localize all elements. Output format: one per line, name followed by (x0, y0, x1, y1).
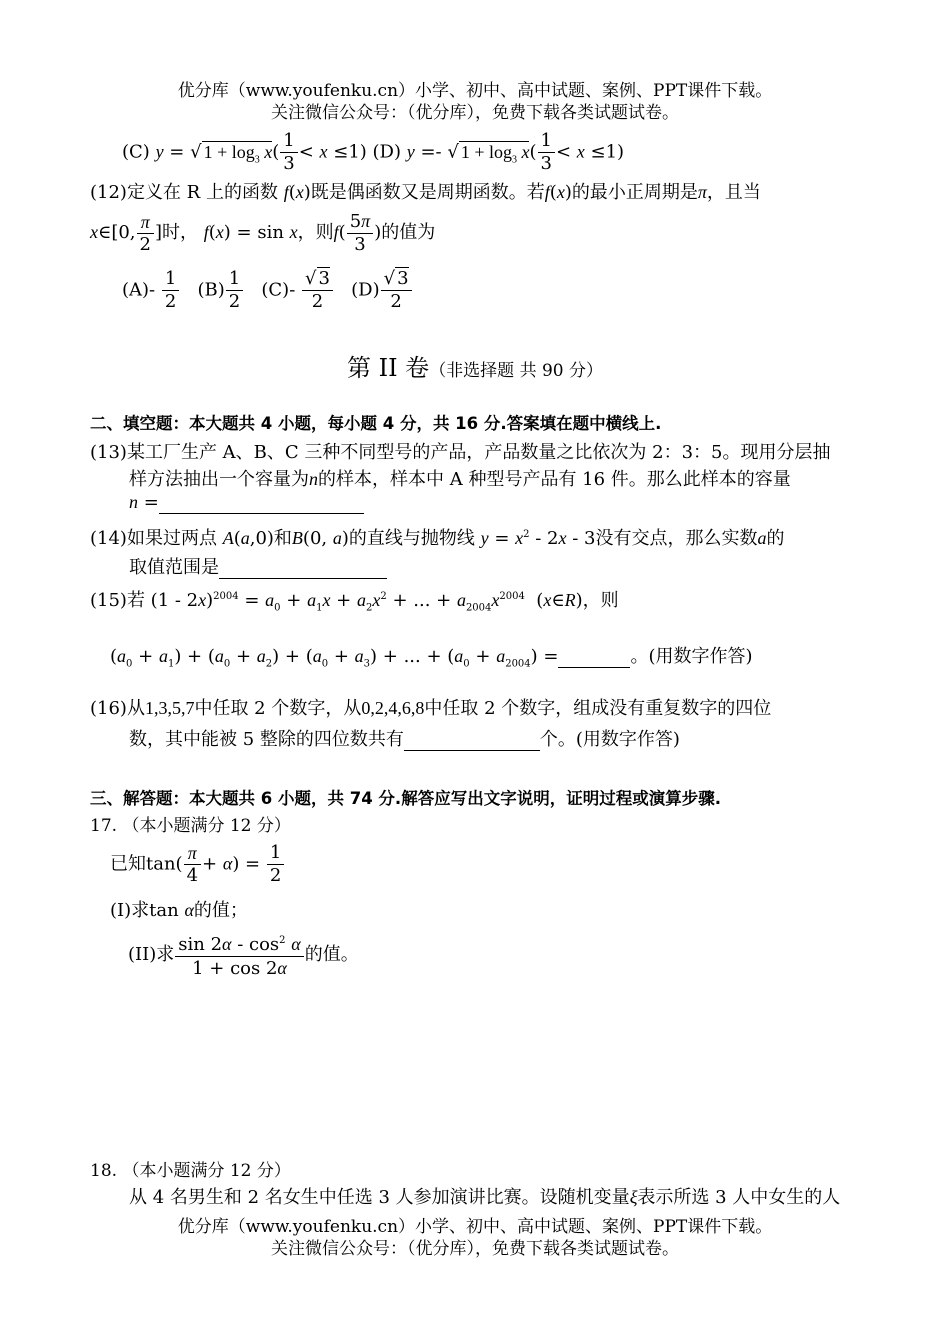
page-header-line2: 关注微信公众号：（优分库），免费下载各类试题试卷。 (271, 103, 679, 123)
q17-title: 17. （本小题满分 12 分） (90, 816, 291, 836)
q13-line2: 样方法抽出一个容量为n的样本，样本中 A 种型号产品有 16 件。那么此样本的容量 (129, 469, 791, 490)
q12-options: (A)- $\frac{1}{2}$ (B) $\frac{1}{2}$ (C)- $\frac{√ 3}{2}$ (D) $\frac{√ 3}{2}$ (122, 268, 413, 313)
q16-line1: (16)从1,3,5,7中任取 2 个数字，从0,2,4,6,8中任取 2 个数字，组成没有重复数字的四位 (90, 698, 772, 719)
q17-part2: (II)求 $\frac{\sin 2\alpha - \cos^2 \alpha}{1 + \cos 2\alpha}$ 的值。 (128, 930, 359, 980)
part2-heading: 二、填空题：本大题共 4 小题，每小题 4 分，共 16 分.答案填在题中横线上. (90, 414, 662, 433)
q15-line1: (15)若 $(1 - 2x)^{2004} = a_0 + a_1x + a_2x^2$ + ... + $a_{2004}x^{2004}$ (x∈R)，则 (90, 590, 619, 614)
page-footer-line2: 关注微信公众号：（优分库），免费下载各类试题试卷。 (271, 1239, 679, 1259)
q14-line1: (14)如果过两点 A(a,0)和B(0, a)的直线与抛物线 $y = x^2 - 2x - 3$没有交点，那么实数a的 (90, 528, 785, 549)
q13-line1: (13)某工厂生产 A、B、C 三种不同型号的产品，产品数量之比依次为 2：3：5。现用分层抽 (90, 442, 831, 463)
section-title: 第 II 卷（非选择题 共 90 分） (346, 354, 604, 382)
q11-options-cd: (C) y = √ $1 + \log_3 x$( $\frac{1}{3}$ < x ≤1) (D) y =- √ $1 + \log_3 x$( $\frac{1}{3}$ < x ≤1) (122, 130, 625, 174)
q14-line2: 取值范围是 (129, 553, 387, 579)
q15-line2: $(a_0 + a_1) + (a_0 + a_2) + (a_0 + a_3)$ + ... + $(a_0 + a_{2004})$ = 。(用数字作答) (110, 646, 753, 670)
page-header-line1: 优分库（www.youfenku.cn）小学、初中、高中试题、案例、PPT课件下载。 (177, 81, 773, 101)
q17-given: 已知tan( $\frac{\pi}{4}$ + α) = $\frac{1}{2}$ (110, 842, 285, 887)
q18-title: 18. （本小题满分 12 分） (90, 1161, 291, 1181)
q17-part1: (I)求tan α的值； (110, 900, 248, 921)
page-footer-line1: 优分库（www.youfenku.cn）小学、初中、高中试题、案例、PPT课件下载。 (177, 1217, 773, 1237)
q18-line1: 从 4 名男生和 2 名女生中任选 3 人参加演讲比赛。设随机变量ξ表示所选 3 人中女生的人 (129, 1187, 841, 1208)
part3-heading: 三、解答题：本大题共 6 小题，共 74 分.解答应写出文字说明，证明过程或演算步骤. (90, 789, 721, 808)
q12-line2: x∈[0, $\frac{\pi}{2}$ ]时， f(x) = sin x，则f( $\frac{5\pi}{3}$ )的值为 (90, 211, 436, 255)
q16-line2: 数，其中能被 5 整除的四位数共有 个。(用数字作答) (129, 729, 680, 750)
q12-line1: (12)定义在 R 上的函数 f(x)既是偶函数又是周期函数。若f(x)的最小正周期是π，且当 (90, 182, 761, 203)
q13-line3: n = (129, 492, 364, 514)
